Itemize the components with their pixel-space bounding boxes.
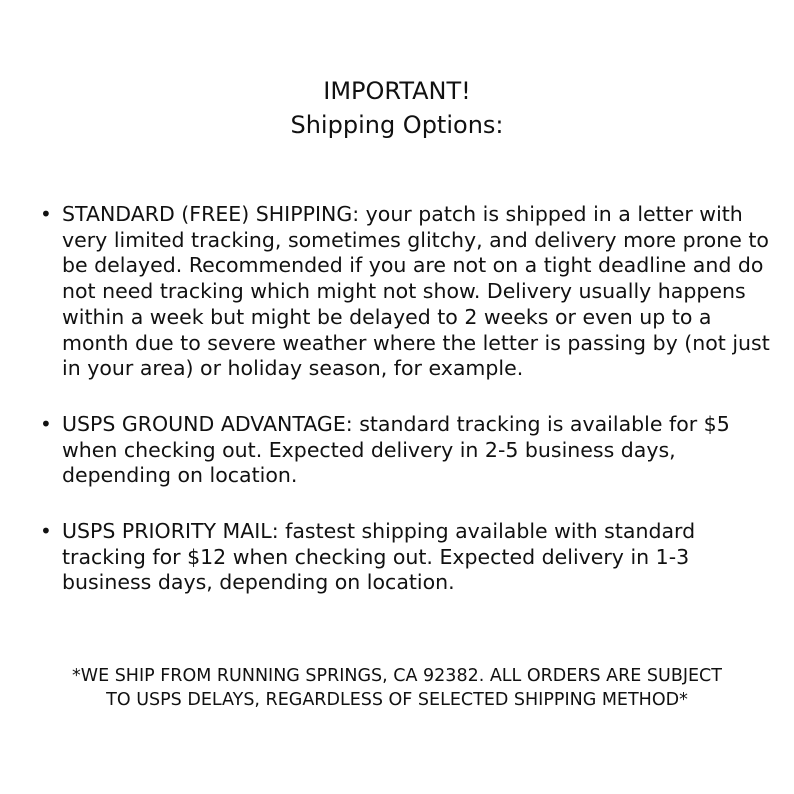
bullet-icon: • bbox=[40, 519, 52, 544]
disclaimer-line-1: *WE SHIP FROM RUNNING SPRINGS, CA 92382. ALL ORDERS ARE SUBJECT bbox=[72, 666, 722, 686]
option-title: STANDARD (FREE) SHIPPING: bbox=[62, 202, 360, 226]
shipping-disclaimer bbox=[20, 664, 774, 712]
option-description: standard tracking is available for $5 when checking out. Expected delivery in 2-5 business days, depending on location. bbox=[62, 411, 730, 488]
option-description: your patch is shipped in a letter with very limited tracking, sometimes glitchy, and delivery more prone to be delayed. Recommended if you are not on a tight deadline and do not need tracking which might not show. Delivery usually happens within a week but might be delayed to 2 weeks or even up to a month due to severe weather where the letter is passing by (not just in your area) or holiday season, for example. bbox=[62, 202, 770, 381]
option-title: USPS GROUND ADVANTAGE: bbox=[62, 411, 353, 436]
shipping-options-list bbox=[40, 202, 772, 596]
option-title: USPS PRIORITY MAIL: bbox=[62, 519, 279, 544]
disclaimer-line-2: TO USPS DELAYS, REGARDLESS OF SELECTED SHIPPING METHOD* bbox=[106, 690, 688, 710]
option-description: fastest shipping available with standard tracking for $12 when checking out. Expected delivery in 1-3 business days, depending on location. bbox=[62, 519, 696, 595]
shipping-option-standard bbox=[40, 202, 772, 382]
bullet-icon: • bbox=[40, 202, 52, 226]
shipping-option-priority-mail bbox=[40, 519, 772, 596]
page-subtitle: Shipping Options: bbox=[290, 111, 504, 139]
bullet-icon: • bbox=[40, 411, 52, 436]
page-title: IMPORTANT! bbox=[323, 77, 471, 105]
shipping-option-ground-advantage bbox=[40, 411, 772, 489]
